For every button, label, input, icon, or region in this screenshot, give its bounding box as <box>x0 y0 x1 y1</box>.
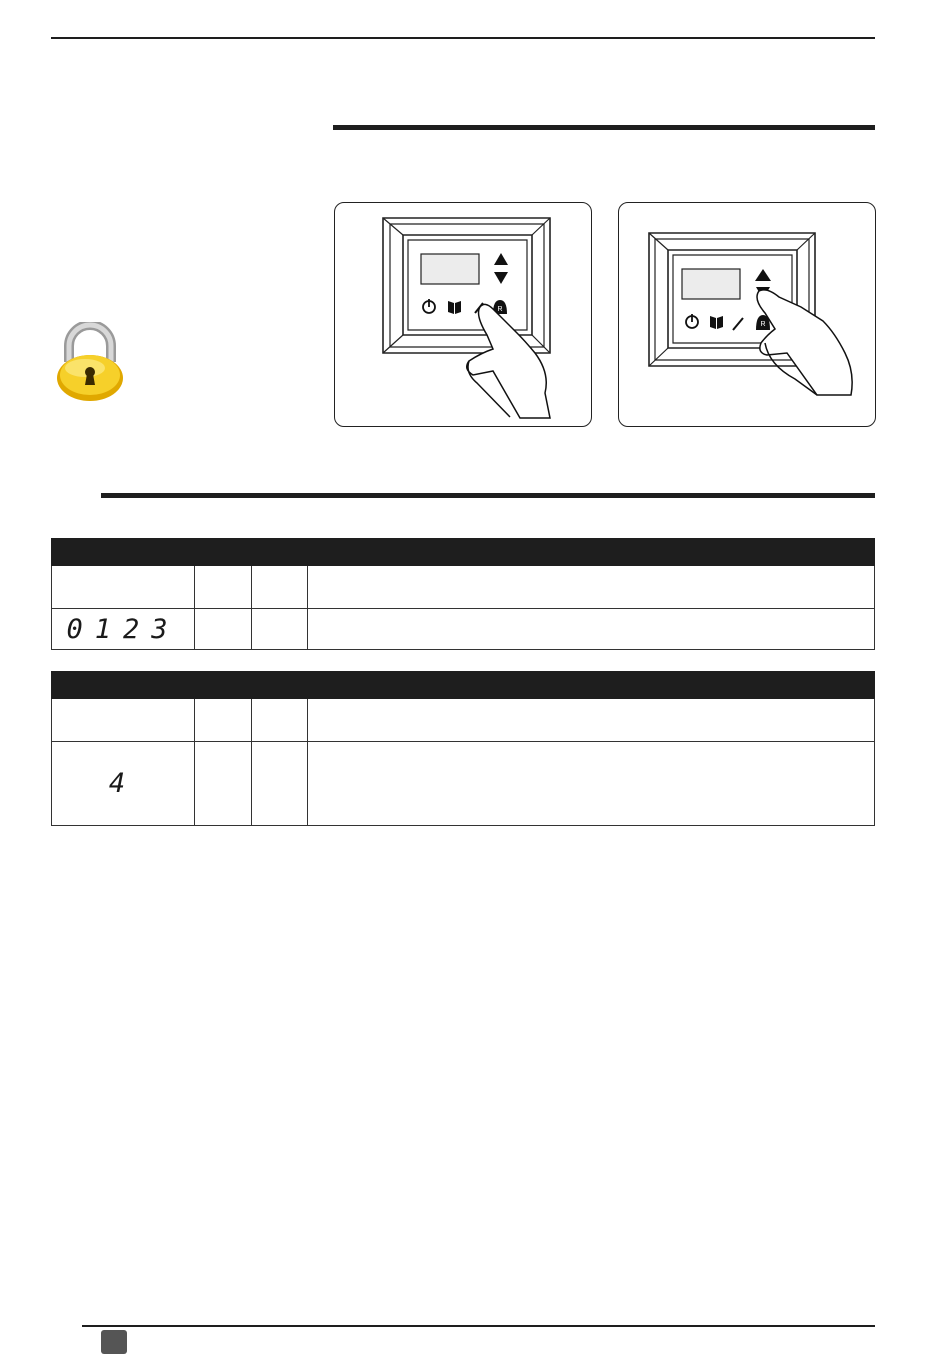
manual-icon <box>448 301 461 314</box>
top-rule <box>51 37 875 39</box>
language-tab <box>101 1330 127 1354</box>
display-value: 4 <box>108 768 138 799</box>
table-row <box>52 609 875 650</box>
table-header-row <box>52 539 875 566</box>
table-row <box>52 566 875 609</box>
table-row <box>52 699 875 742</box>
settings-table-2 <box>51 671 875 826</box>
panel-illustration-1 <box>334 202 592 427</box>
power-icon <box>423 299 435 313</box>
display-window <box>682 269 740 299</box>
padlock-icon <box>55 322 125 402</box>
section-rule-lock <box>333 125 875 130</box>
manual-icon <box>710 316 723 329</box>
panel-illustration-2 <box>618 202 876 427</box>
svg-text:R: R <box>760 321 766 328</box>
arrow-up-icon <box>494 253 508 265</box>
display-window <box>421 254 479 284</box>
power-icon <box>686 314 698 328</box>
bottom-rule <box>82 1325 875 1327</box>
table-row <box>52 742 875 826</box>
arrow-down-icon <box>494 272 508 284</box>
arrow-up-icon <box>755 269 771 281</box>
settings-table-1 <box>51 538 875 650</box>
hand-illustration <box>757 290 852 395</box>
section-rule-tables <box>101 493 875 498</box>
svg-text:R: R <box>497 306 503 313</box>
hand-illustration <box>467 304 550 418</box>
table-header-row <box>52 672 875 699</box>
service-icon <box>733 318 743 330</box>
display-value: 0123 <box>66 613 180 645</box>
